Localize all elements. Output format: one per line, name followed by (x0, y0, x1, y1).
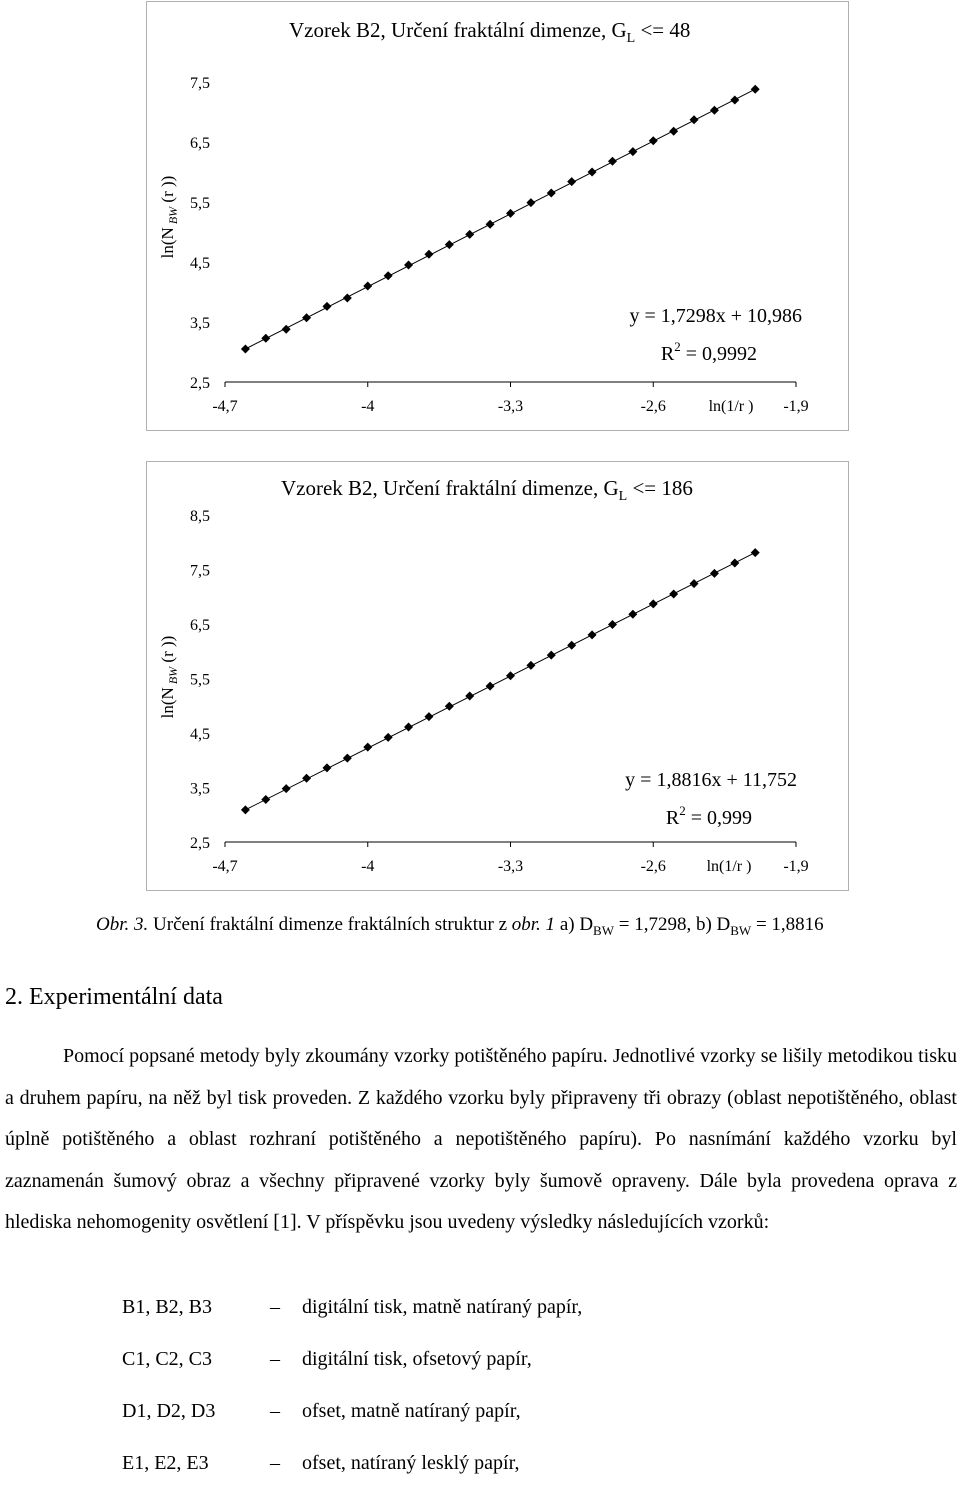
data-point (363, 743, 372, 752)
chart-title-main: Vzorek B2, Určení fraktální dimenze, G (289, 18, 627, 42)
data-point (690, 115, 699, 124)
sample-description: ofset, natíraný lesklý papír, (302, 1452, 520, 1474)
data-point (404, 723, 413, 732)
x-tick-label: -4 (361, 858, 375, 875)
data-point (608, 157, 617, 166)
data-point (241, 805, 250, 814)
y-axis-label-suffix: (r )) (158, 635, 177, 667)
y-axis-label (158, 636, 180, 719)
x-tick-label: -2,6 (640, 858, 666, 875)
chart-title-tail: <= 186 (627, 476, 693, 500)
data-point (608, 620, 617, 629)
y-tick-label: 6,5 (190, 617, 210, 634)
caption-text-1: Určení fraktální dimenze fraktálních struktur z (148, 914, 512, 935)
data-point (384, 271, 393, 280)
y-axis-label (158, 176, 180, 259)
caption-text-4: = 1,8816 (751, 914, 824, 935)
x-tick-label: -1,9 (783, 858, 809, 875)
chart-svg-1 (147, 2, 848, 430)
sample-description: digitální tisk, matně natíraný papír, (302, 1296, 583, 1318)
x-axis-label: ln(1/r ) (708, 398, 754, 415)
body-paragraph: Pomocí popsané metody byly zkoumány vzorky potištěného papíru. Jednotlivé vzorky se lišily metodikou tisku a druhem papíru, na něž byl tisk proveden. Z každého vzorku byly připraveny tři obrazy (oblast nepotištěného, oblast úplně potištěného a oblast rozhraní potištěného a nepotištěného papíru). Po nasnímání každého vzorku byl zaznamenán šumový obraz a všechny připravené vzorky byly šumově opraveny. Dále byla provedena oprava z hlediska nehomogenity osvětlení [1]. V příspěvku jsou uvedeny výsledky následujících vzorků: (5, 1045, 957, 1233)
r-squared (666, 803, 752, 829)
chart-title-main: Vzorek B2, Určení fraktální dimenze, G (281, 476, 619, 500)
data-point (465, 230, 474, 239)
data-point (730, 558, 739, 567)
y-axis-label-prefix: ln(N (158, 687, 177, 719)
data-point (261, 795, 270, 804)
data-point (343, 754, 352, 763)
caption-figure-ref: obr. 1 (511, 914, 556, 935)
data-point (588, 168, 597, 177)
data-point (526, 198, 535, 207)
data-point (506, 209, 515, 218)
data-point (445, 702, 454, 711)
regression-equation: y = 1,8816x + 11,752 (625, 769, 797, 791)
chart-title (289, 18, 690, 46)
data-point (445, 240, 454, 249)
data-point (486, 220, 495, 229)
data-point (730, 96, 739, 105)
sample-description: ofset, matně natíraný papír, (302, 1400, 521, 1422)
data-point (751, 85, 760, 94)
data-point (690, 579, 699, 588)
r-squared-exponent: 2 (674, 339, 681, 354)
section-title: 2. Experimentální data (5, 984, 223, 1010)
data-point (241, 345, 250, 354)
data-point (302, 774, 311, 783)
chart-title-tail: <= 48 (635, 18, 691, 42)
r-squared-value: = 0,999 (685, 807, 752, 829)
sample-description: digitální tisk, ofsetový papír, (302, 1348, 532, 1370)
x-axis-label: ln(1/r ) (706, 858, 752, 875)
data-point (506, 671, 515, 680)
data-point (751, 548, 760, 557)
y-tick-label: 2,5 (190, 375, 210, 392)
caption-subscript-2: BW (730, 922, 752, 938)
fractal-dimension-chart-gl48 (146, 1, 849, 431)
data-point (588, 630, 597, 639)
data-point (384, 733, 393, 742)
sample-dash: – (270, 1348, 280, 1370)
r-squared-label: R (660, 343, 675, 365)
y-tick-label: 5,5 (190, 195, 210, 212)
y-tick-label: 7,5 (190, 75, 210, 92)
data-point (628, 610, 637, 619)
y-axis-label-subscript: BW (166, 666, 180, 688)
y-tick-label: 5,5 (190, 671, 210, 689)
data-point (404, 261, 413, 270)
data-point (465, 691, 474, 700)
x-tick-label: -3,3 (497, 858, 524, 875)
data-point (261, 334, 270, 343)
y-axis-label-subscript: BW (166, 206, 180, 228)
data-point (567, 641, 576, 650)
data-point (322, 763, 331, 772)
regression-equation: y = 1,7298x + 10,986 (629, 305, 802, 327)
y-tick-label: 4,5 (190, 255, 210, 272)
x-tick-label: -4,7 (212, 398, 238, 415)
data-point (710, 569, 719, 578)
y-tick-label: 7,5 (190, 562, 210, 580)
r-squared (661, 339, 757, 365)
data-point (424, 712, 433, 721)
caption-figure-number: Obr. 3. (96, 914, 149, 935)
x-tick-label: -1,9 (783, 398, 809, 415)
data-point (710, 106, 719, 115)
data-point (649, 599, 658, 608)
r-squared-label: R (665, 807, 680, 829)
caption-subscript-1: BW (593, 922, 614, 938)
sample-dash: – (270, 1296, 280, 1318)
figure-caption (96, 914, 824, 939)
data-point (363, 282, 372, 291)
chart-title (281, 476, 693, 504)
y-axis-label-prefix: ln(N (158, 227, 177, 259)
data-point (486, 682, 495, 691)
sample-ids: E1, E2, E3 (122, 1452, 209, 1474)
y-tick-label: 6,5 (190, 135, 210, 152)
caption-text-2: a) D (555, 914, 594, 935)
y-tick-label: 3,5 (190, 780, 210, 798)
sample-ids: D1, D2, D3 (122, 1400, 216, 1422)
data-point (628, 147, 637, 156)
r-squared-exponent: 2 (679, 803, 686, 818)
data-point (649, 136, 658, 145)
data-point (669, 127, 678, 136)
data-point (669, 590, 678, 599)
chart-title-subscript: L (618, 489, 628, 504)
x-tick-label: -4,7 (212, 858, 238, 875)
data-point (302, 313, 311, 322)
caption-text-3: = 1,7298, b) D (614, 914, 731, 935)
sample-dash: – (270, 1452, 280, 1474)
sample-dash: – (270, 1400, 280, 1422)
chart-svg-2 (147, 462, 848, 890)
body-text (5, 1036, 957, 1244)
data-point (526, 661, 535, 670)
data-point (343, 294, 352, 303)
y-tick-label: 3,5 (190, 315, 210, 332)
chart-title-subscript: L (626, 31, 636, 46)
r-squared-value: = 0,9992 (680, 343, 757, 365)
x-tick-label: -2,6 (640, 398, 666, 415)
sample-ids: C1, C2, C3 (122, 1348, 213, 1370)
data-point (547, 189, 556, 198)
y-tick-label: 8,5 (190, 508, 210, 525)
data-point (282, 784, 291, 793)
y-tick-label: 2,5 (190, 835, 210, 852)
data-point (547, 651, 556, 660)
x-tick-label: -4 (361, 398, 375, 415)
y-tick-label: 4,5 (190, 726, 210, 743)
fractal-dimension-chart-gl186 (146, 461, 849, 891)
x-tick-label: -3,3 (497, 398, 524, 415)
sample-ids: B1, B2, B3 (122, 1296, 213, 1318)
y-axis-label-suffix: (r )) (158, 175, 177, 207)
